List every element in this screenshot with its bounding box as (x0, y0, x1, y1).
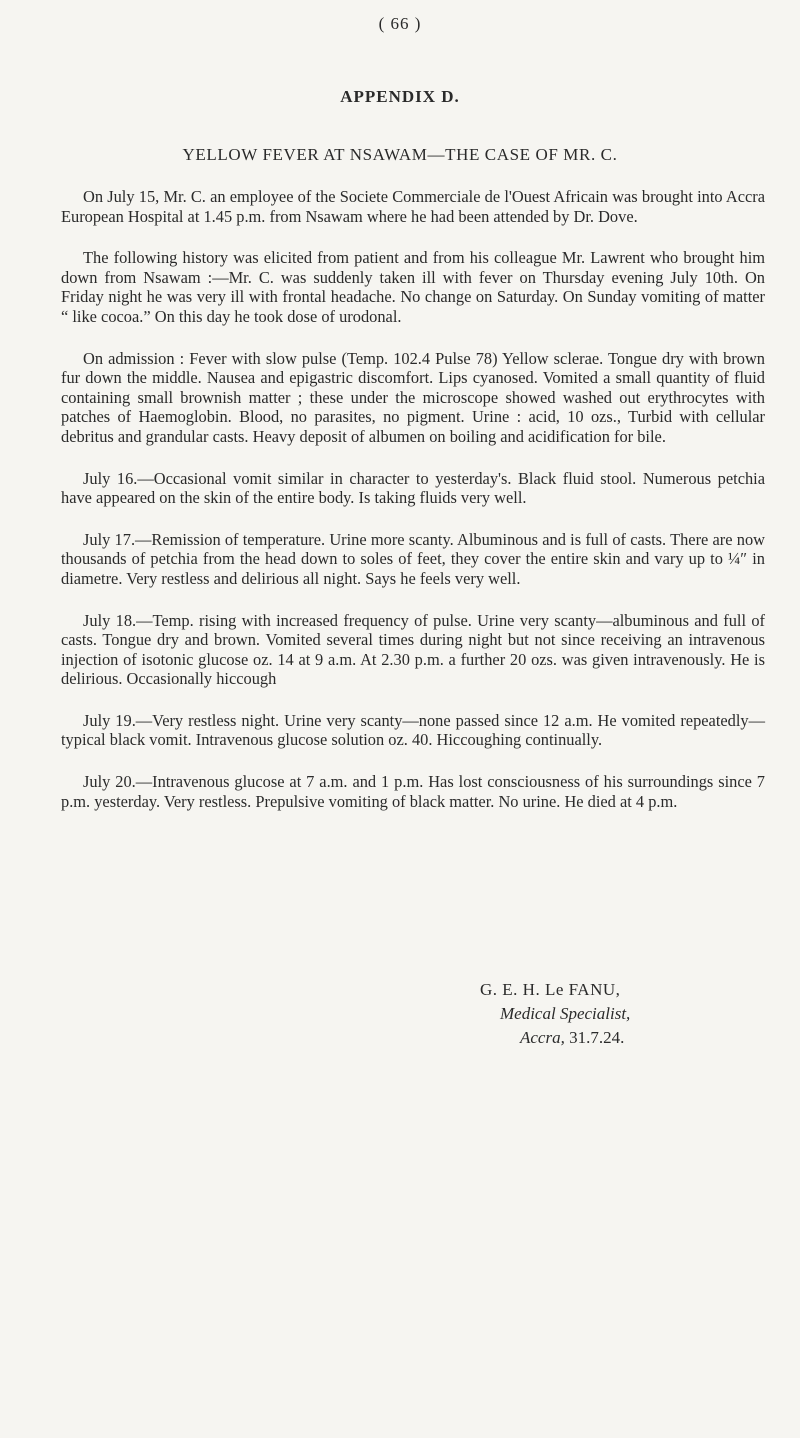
signature-place: Accra, (520, 1028, 565, 1047)
page-number: ( 66 ) (378, 14, 422, 33)
paragraph-july-18: July 18.—Temp. rising with increased frequency of pulse. Urine very scanty—albuminous and full of casts. Tongue dry and brown. Vomited several times during night but not since receiving an intravenous injection of isotonic glucose oz. 14 at 9 a.m. At 2.30 p.m. a further 20 ozs. was given intravenously. He is delirious. Occasionally hiccough (61, 610, 765, 689)
paragraph-history: The following history was elicited from patient and from his colleague Mr. Lawrent who brought him down from Nsawam :—Mr. C. was suddenly taken ill with fever on Thursday evening July 10th. On Friday night he was very ill with frontal headache. No change on Saturday. On Sunday vomiting of matter “ like cocoa.” On this day he took dose of urodonal. (61, 248, 765, 326)
signature-place-date (480, 1026, 780, 1050)
paragraph-july-19: July 19.—Very restless night. Urine very scanty—none passed since 12 a.m. He vomited repeatedly—typical black vomit. Intravenous glucose solution oz. 40. Hiccoughing continually. (61, 710, 765, 750)
signatory-name: G. E. H. Le FANU, (480, 980, 621, 999)
paragraph-july-16: July 16.—Occasional vomit similar in character to yesterday's. Black fluid stool. Numerous petchia have appeared on the skin of the entire body. Is taking fluids very well. (61, 468, 765, 508)
document-title: YELLOW FEVER AT NSAWAM—THE CASE OF MR. C. (182, 145, 618, 164)
paragraph-july-17: July 17.—Remission of temperature. Urine more scanty. Albuminous and is full of casts. There are now thousands of petchia from the head down to soles of feet, they cover the entire skin and vary up to ¼″ in diametre. Very restless and delirious all night. Says he feels very well. (61, 529, 765, 588)
paragraph-july-20: July 20.—Intravenous glucose at 7 a.m. and 1 p.m. Has lost consciousness of his surroundings since 7 p.m. yesterday. Very restless. Prepulsive vomiting of black matter. No urine. He died at 4 p.m. (61, 772, 765, 811)
case-report-body (61, 187, 765, 833)
paragraph-admission-intro: On July 15, Mr. C. an employee of the Societe Commerciale de l'Ouest Africain was brought into Accra European Hospital at 1.45 p.m. from Nsawam where he had been attended by Dr. Dove. (61, 187, 765, 226)
signature-date: 31.7.24. (569, 1028, 625, 1047)
signature-block (480, 978, 780, 1050)
appendix-heading: APPENDIX D. (340, 87, 460, 106)
paragraph-on-admission: On admission : Fever with slow pulse (Temp. 102.4 Pulse 78) Yellow sclerae. Tongue dry with brown fur down the middle. Nausea and epigastric discomfort. Lips cyanosed. Vomited a small quantity of fluid containing small brownish matter ; these under the microscope showed washed out erythrocytes with patches of Haemoglobin. Blood, no parasites, no pigment. Urine : acid, 10 ozs., Turbid with cellular debritus and grandular casts. Heavy deposit of albumen on boiling and acidification for bile. (61, 348, 765, 446)
signatory-role: Medical Specialist, (500, 1004, 631, 1023)
